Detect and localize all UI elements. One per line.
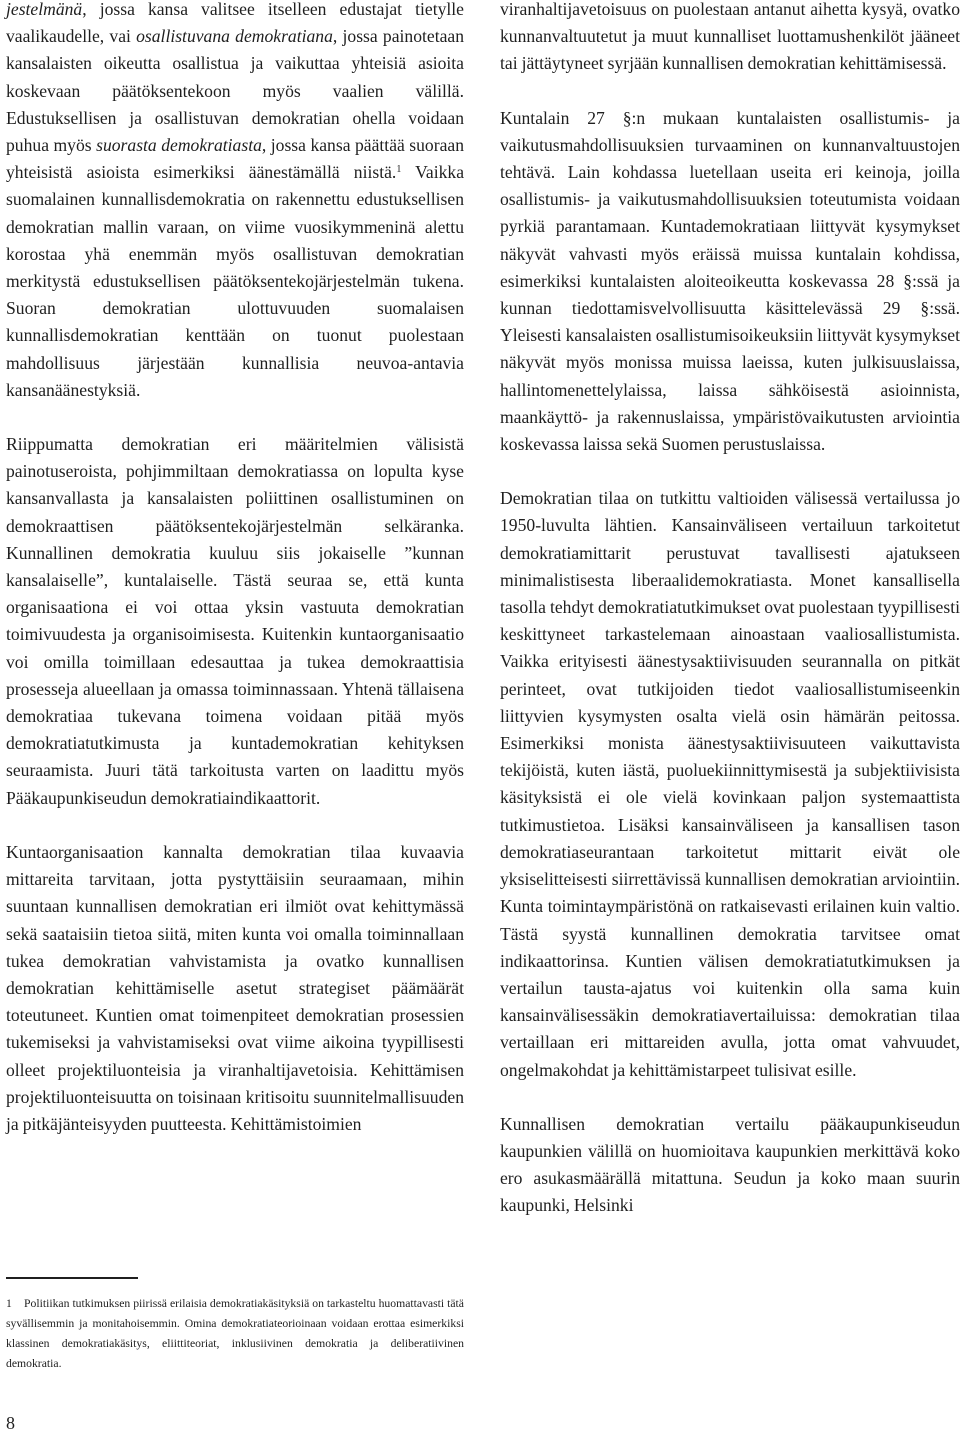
footnote <box>6 1294 464 1374</box>
footnote-divider <box>6 1277 138 1279</box>
left-paragraph-3: Kuntaorganisaation kannalta demokratian tilaa kuvaavia mittareita tarvitaan, jotta pystyttäisiin seuraamaan, mihin suuntaan kunnallisen demokratian eri ilmiöt ovat kehittymässä sekä saataisiin tietoa siitä, miten kunta voi omalla toiminnallaan tukea demokratian vahvistamista ja ovatko kunnallisen demokratian kehittämiselle asetut strategiset päämäärät toteutuneet. Kuntien omat toimenpiteet demokratian prosessien tukemiseksi ja vahvistamiseksi ovat viime aikoina tyypillisesti olleet projektiluonteisia ja viranhaltijavetoisia. Kehittämisen projektiluonteisuutta on toisinaan kritisoitu suunnitelmallisuuden ja pitkäjänteisyyden puutteesta. Kehittämistoimien <box>6 841 464 1134</box>
footnote-reference: 1 <box>396 164 402 176</box>
paragraph-text: Vaikka suomalainen kunnallisdemokratia on rakennettu edustuksellisen demokratian mallin varaan, on viime vuosikymmeninä alettu korostaa yhä enemmän myös osallistuvan demokratian merkitystä edustuksellisen päätöksentekojärjestelmän tukena. Suoran demokratian ulottuvuuden suomalaisen kunnallisdemokratian kenttään on tuonut puolestaan mahdollisuus järjestään kunnallisia neuvoa-antavia kansanäänestyksiä. <box>6 162 464 400</box>
emphasis-text: suorasta demokratiasta <box>96 135 262 156</box>
right-paragraph-4: Kunnallisen demokratian vertailu pääkaupunkiseudun kaupunkien välillä on huomioitava kaupunkien merkittävä koko ero asukasmäärällä mitattuna. Seudun ja koko maan suurin kaupunki, Helsinki <box>500 1113 960 1216</box>
footnote-number: 1 <box>6 1297 12 1310</box>
footnote-text: Politiikan tutkimuksen piirissä erilaisia demokratiakäsityksiä on tarkasteltu huomattavasti tätä syvällisemmin ja monitahoisemmin. Omina demokratiateorioinaan voidaan erottaa esimerkiksi klassinen demokratiakäsitys, eliittiteoriat, inklusiivinen demokratia ja deliberatiivinen demokratia. <box>6 1297 464 1370</box>
paragraph-text: , jossa kansa päättää suoraan yhteisistä asioista esimerkiksi äänestämällä niistä. <box>6 135 465 183</box>
left-paragraph-1 <box>6 0 464 404</box>
right-paragraph-1: viranhaltijavetoisuus on puolestaan antanut aihetta kysyä, ovatko kunnanvaltuutetut ja muut kunnalliset luottamushenkilöt jääneet tai jättäytyneet syrjään kunnallisen demokratian kehittämisessä. <box>500 0 960 74</box>
paragraph-text: , jossa kansa valitsee itselleen edustajat tietylle vaalikaudelle, vai <box>6 0 464 47</box>
right-paragraph-2: Kuntalain 27 §:n mukaan kuntalaisten osallistumis- ja vaikutusmahdollisuuksien turvaaminen on kunnanvaltuustojen tehtävä. Lain kohdassa luetellaan useita eri keinoja, joilla osallistumis- ja vaikutusmahdollisuuksien toteutumista voidaan pyrkiä parantamaan. Kuntademokratiaan liittyvät kysymykset näkyvät vahvasti myös eräissä muissa kuntalain kohdissa, esimerkiksi kuntalaisten aloiteoikeutta koskevassa 28 §:ssä ja kunnan tiedottamisvelvollisuutta käsittelevässä 29 §:ssä. Yleisesti kansalaisten osallistumisoikeuksiin liittyvät kysymykset näkyvät myös monissa muissa laeissa, kuten julkisuuslaissa, hallintomenettelylaissa, laissa sähköisestä asioinnista, maankäyttö- ja rakennuslaissa, ympäristövaikutusten arviointia koskevassa laissa sekä Suomen perustuslaissa. <box>500 107 960 455</box>
emphasis-text: jestelmänä <box>6 0 83 19</box>
right-column <box>500 0 960 1220</box>
paragraph-text: , jossa painotetaan kansalaisten oikeutta osallistua ja vaikuttaa yhteisiä asioita koskevaan päätöksentekoon myös vaalien välillä. Edustuksellisen ja osallistuvan demokratian ohella voidaan puhua myös <box>6 26 464 156</box>
page-number: 8 <box>6 1413 15 1433</box>
right-paragraph-3: Demokratian tilaa on tutkittu valtioiden välisessä vertailussa jo 1950-luvulta lähtien. Kansainväliseen vertailuun tarkoitetut demokratiamittarit perustuvat tavallisesti ajatukseen minimalistisesta liberaalidemokratiasta. Monet kansallisella tasolla tehdyt demokratiatutkimukset ovat puolestaan tyypillisesti keskittyneet tarkastelemaan ainoastaan vaaliosallistumista. Vaikka erityisesti äänestysaktiivisuuden seurannalla on pitkät perinteet, ovat tutkijoiden tiedot vaaliosallistumiseenkin liittyvien kysymysten osalta vielä osin hämärän peitossa. Esimerkiksi monista äänestysaktiivisuuteen vaikuttavista tekijöistä, kuten iästä, puoluekiinnittymisestä ja subjektiivisista käsityksistä ei ole vielä kovinkaan paljon systemaattista tutkimustietoa. Lisäksi kansainväliseen ja kansallisen tason demokratiaseurantaan tarkoitetut mittarit eivät ole yksiselitteisesti siirrettävissä kunnallisen demokratian arviointiin. Kunta toimintaympäristönä on ratkaisevasti erilainen kuin valtio. Tästä syystä kunnallinen demokratia tarvitsee omat indikaattorinsa. Kuntien välisen demokratiatutkimuksen ja vertailun tausta-ajatus voi kuitenkin olla sama kuin kansainvälisessäkin demokratiavertailuissa: demokratian tilaa vertaillaan eri mittareiden avulla, jotta omat vahvuudet, ongelmakohdat ja kehittämistarpeet tulisivat esille. <box>500 488 960 1080</box>
emphasis-text: osallistuvana demokratiana <box>136 26 333 47</box>
left-column <box>6 0 464 1138</box>
left-paragraph-2: Riippumatta demokratian eri määritelmien välisistä painotuseroista, pohjimmiltaan demokratiassa on lopulta kyse kansanvallasta ja kansalaisten poliittinen osallistuminen on demokraattisen päätöksentekojärjestelmän selkäranka. Kunnallinen demokratia kuuluu siis jokaiselle ”kunnan kansalaiselle”, kuntalaiselle. Tästä seuraa se, että kunta organisaationa ei voi ottaa yksin vastuuta demokratian toimivuudesta ja organisoimisesta. Kuitenkin kuntaorganisaatio voi omilla toimillaan edesauttaa ja tukea demokraattisia prosesseja alueellaan ja omassa toiminnassaan. Yhtenä tällaisena demokratiaa tukevana toimena voidaan pitää myös demokratiatutkimusta ja kuntademokratian kehityksen seuraamista. Juuri tätä tarkoitusta varten on laadittu myös Pääkaupunkiseudun demokratiaindikaattorit. <box>6 434 464 808</box>
